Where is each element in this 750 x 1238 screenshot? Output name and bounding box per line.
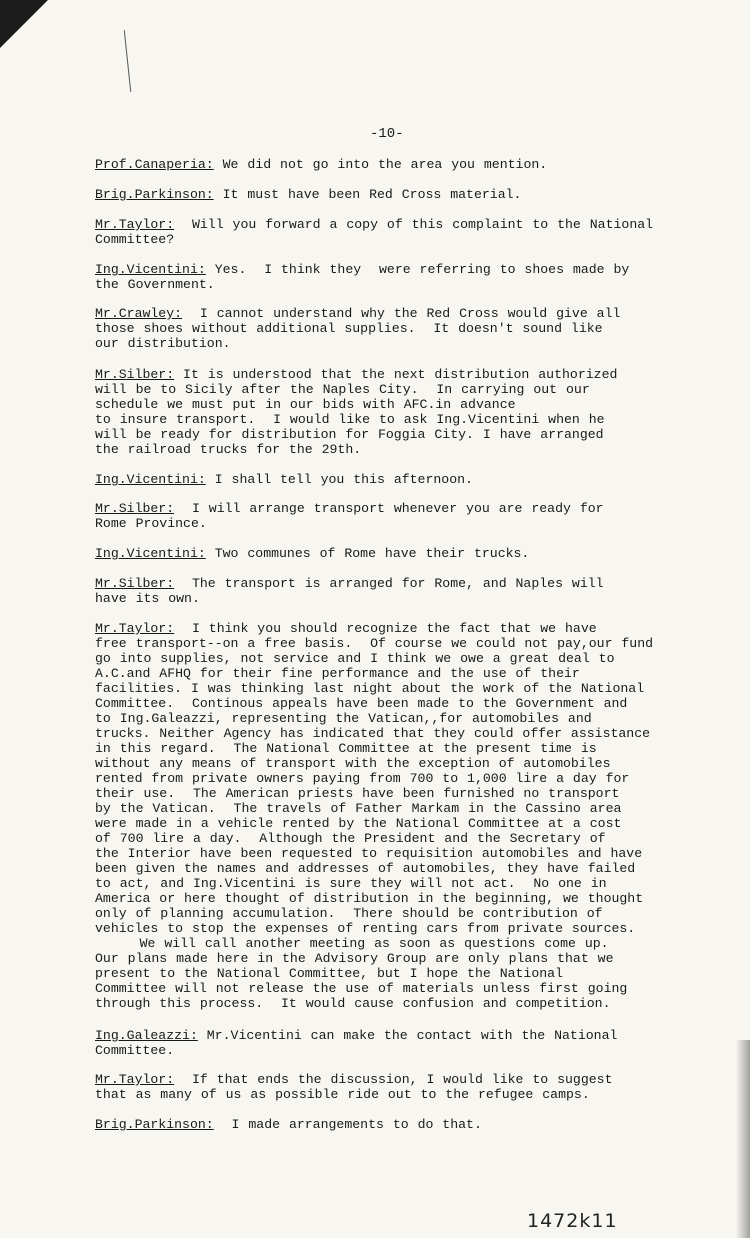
page-number: -10- [370, 126, 404, 142]
speaker-name: Prof.Canaperia: [95, 157, 214, 172]
archive-stamp: 1472k11 [527, 1210, 618, 1232]
speech-text: I think you should recognize the fact that we have free transport--on a free basis. Of course we could not pay,our fund go into supplies, not service and I think we owe a great deal to A.C.and AFHQ for their fine performance and the use of their facilities. I was thinking last night about the work of the National Committee. Continous appeals have been made to the Government and to Ing.Galeazzi, representing the Vatican,,for automobiles and trucks. Neither Agency has indicated that they could offer assistance in this regard. The National Committee at the present time is without any means of transport with the exception of automobiles rented from private owners paying from 700 to 1,000 lire a day for their use. The American priests have been furnished no transport by the Vatican. The travels of Father Markam in the Cassino area were made in a vehicle rented by the National Committee at a cost of 700 lire a day. Although the President and the Secretary of the Interior have been requested to requisition automobiles and have been given the names and addresses of automobiles, they have failed to act, and Ing.Vicentini is sure they will not act. No one in America or here thought of distribution in the beginning, we thought only of planning accumulation. There should be contribution of vehicles to stop the expenses of renting cars from private sources. We will call another meeting as soon as questions come up. Our plans made here in the Advisory Group are only plans that we present to the National Committee, but I hope the National Committee will not release the use of materials unless first going through this process. It would cause confusion and competition. [95, 621, 654, 1011]
speech-text: Two communes of Rome have their trucks. [205, 546, 530, 561]
speaker-name: Ing.Vicentini: [95, 472, 206, 487]
speaker-name: Mr.Taylor: [95, 621, 175, 636]
speech-text: I cannot understand why the Red Cross would give all those shoes without additional supplies. It doesn't sound like our distribution. [95, 306, 621, 351]
speaker-name: Ing.Vicentini: [95, 262, 206, 277]
speech-text: Will you forward a copy of this complaint to the National Committee? [95, 217, 654, 247]
speaker-name: Brig.Parkinson: [95, 187, 214, 202]
speaker-name: Ing.Galeazzi: [95, 1028, 198, 1043]
transcript-paragraph [95, 472, 720, 487]
transcript-paragraph [95, 262, 720, 292]
speech-text: Mr.Vicentini can make the contact with the National Committee. [95, 1028, 618, 1058]
speech-text: I will arrange transport whenever you are ready for Rome Province. [95, 501, 604, 531]
speaker-name: Mr.Silber: [95, 501, 175, 516]
speech-text: I made arrangements to do that. [213, 1117, 482, 1132]
transcript-paragraph [95, 1072, 720, 1102]
speech-text: The transport is arranged for Rome, and Naples will have its own. [95, 576, 604, 606]
pencil-mark [124, 30, 131, 92]
speaker-name: Brig.Parkinson: [95, 1117, 214, 1132]
speaker-name: Mr.Silber: [95, 576, 175, 591]
transcript-paragraph [95, 367, 720, 457]
transcript-paragraph [95, 157, 720, 172]
transcript-paragraph [95, 501, 720, 531]
speech-text: I shall tell you this afternoon. [205, 472, 473, 487]
transcript-paragraph [95, 217, 720, 247]
speech-text: We did not go into the area you mention. [213, 157, 548, 172]
scan-corner-shadow [0, 0, 48, 48]
speaker-name: Ing.Vicentini: [95, 546, 206, 561]
speaker-name: Mr.Taylor: [95, 217, 175, 232]
speaker-name: Mr.Silber: [95, 367, 175, 382]
transcript-paragraph [95, 306, 720, 351]
transcript-paragraph [95, 1117, 720, 1132]
scan-edge-shadow [736, 1040, 750, 1238]
speech-text: It must have been Red Cross material. [213, 187, 522, 202]
speech-text: It is understood that the next distribution authorized will be to Sicily after the Naples City. In carrying out our schedule we must put in our bids with AFC.in advance to insure transport. I would like to ask Ing.Vicentini when he will be ready for distribution for Foggia City. I have arranged the railroad trucks for the 29th. [95, 367, 618, 457]
transcript-paragraph [95, 546, 720, 561]
transcript-paragraph [95, 187, 720, 202]
transcript-paragraph [95, 621, 720, 1011]
speech-text: If that ends the discussion, I would like to suggest that as many of us as possible ride out to the refugee camps. [95, 1072, 613, 1102]
speech-text: Yes. I think they were referring to shoes made by the Government. [95, 262, 630, 292]
speaker-name: Mr.Crawley: [95, 306, 183, 321]
speaker-name: Mr.Taylor: [95, 1072, 175, 1087]
transcript-paragraph [95, 1028, 720, 1058]
transcript-paragraph [95, 576, 720, 606]
